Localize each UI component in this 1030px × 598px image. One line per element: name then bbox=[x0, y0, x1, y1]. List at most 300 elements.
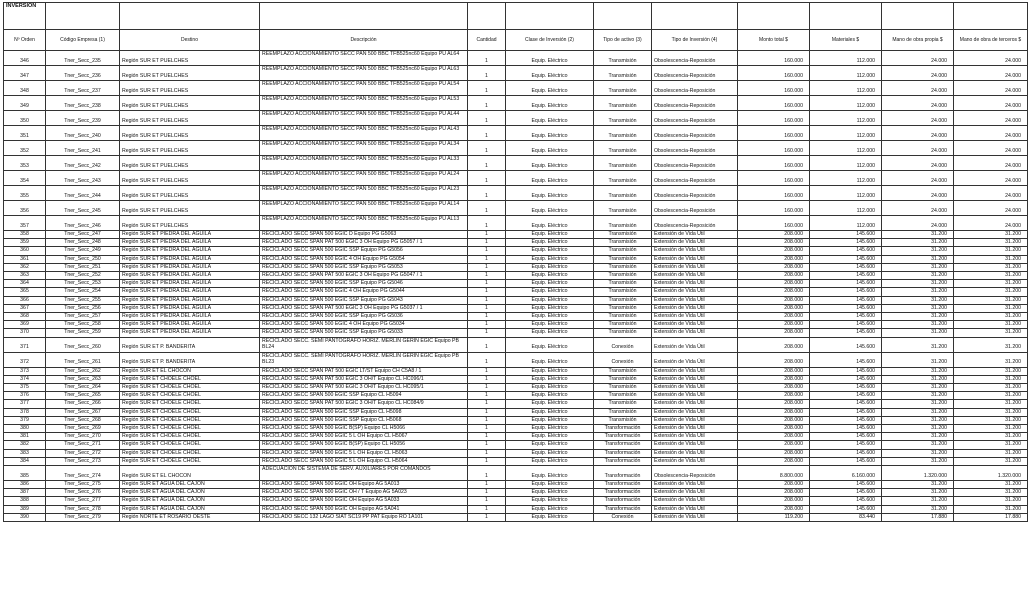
destination-cell: Región SUR ET PIEDRA DEL ÁGUILA bbox=[120, 239, 260, 247]
order-number-cell: 352 bbox=[4, 141, 46, 156]
description-cell: RECICLADO SECC SPAN 500 EGIC 5 L OH Equipo CL H5064 bbox=[260, 457, 468, 465]
investment-class-cell: Equip. Eléctrico bbox=[506, 231, 594, 239]
table-row bbox=[4, 126, 1028, 141]
quantity-cell: 1 bbox=[468, 304, 506, 312]
asset-type-cell: Transmisión bbox=[594, 96, 652, 111]
order-number-cell: 347 bbox=[4, 66, 46, 81]
description-cell: RECICLADO SECC SPAN 500 EGIC SSP Equipo PG G5046 bbox=[260, 280, 468, 288]
materials-cell: 145.600 bbox=[810, 367, 882, 375]
header-cell: Descripción bbox=[260, 30, 468, 51]
own-labor-cell: 31.200 bbox=[882, 489, 954, 497]
quantity-cell: 1 bbox=[468, 384, 506, 392]
asset-type-cell: Transmisión bbox=[594, 66, 652, 81]
investment-type-cell: Extensión de Vida Útil bbox=[652, 457, 738, 465]
third-party-labor-cell: 31.200 bbox=[954, 272, 1028, 280]
destination-cell: Región SUR ET PUELCHES bbox=[120, 201, 260, 216]
description-cell: REEMPLAZO ACCIONAMIENTO SECC PAN 500 BBC TFB525nc60 Equipo PU AL14 bbox=[260, 201, 468, 216]
own-labor-cell: 31.200 bbox=[882, 231, 954, 239]
investment-type-cell: Extensión de Vida Útil bbox=[652, 304, 738, 312]
own-labor-cell: 31.200 bbox=[882, 329, 954, 337]
own-labor-cell: 31.200 bbox=[882, 337, 954, 352]
asset-type-cell: Transmisión bbox=[594, 231, 652, 239]
company-code-cell: Tner_Secc_244 bbox=[46, 186, 120, 201]
investment-type-cell: Obsolescencia-Reposición bbox=[652, 156, 738, 171]
asset-type-cell: Transmisión bbox=[594, 272, 652, 280]
own-labor-cell: 24.000 bbox=[882, 81, 954, 96]
total-amount-cell: 208.000 bbox=[738, 263, 810, 271]
order-number-cell: 350 bbox=[4, 111, 46, 126]
investment-type-cell: Extensión de Vida Útil bbox=[652, 505, 738, 513]
destination-cell: Región SUR ET CHOELE CHOEL bbox=[120, 375, 260, 383]
description-cell: RECICLADO SECC SPAN PAT 500 EGIC 3 OH Equipo PG G5057 / 1 bbox=[260, 239, 468, 247]
total-amount-cell: 160.000 bbox=[738, 186, 810, 201]
destination-cell: Región SUR ET PUELCHES bbox=[120, 111, 260, 126]
materials-cell: 145.600 bbox=[810, 296, 882, 304]
description-cell: RECICLADO SECC SPAN 500 EGIC B(SP) Equipo CL H5066 bbox=[260, 425, 468, 433]
destination-cell: Región SUR ET CHOELE CHOEL bbox=[120, 392, 260, 400]
quantity-cell: 1 bbox=[468, 337, 506, 352]
order-number-cell: 384 bbox=[4, 457, 46, 465]
company-code-cell: Tner_Secc_276 bbox=[46, 489, 120, 497]
third-party-labor-cell: 24.000 bbox=[954, 186, 1028, 201]
company-code-cell: Tner_Secc_266 bbox=[46, 400, 120, 408]
materials-cell: 112.000 bbox=[810, 51, 882, 66]
investment-type-cell: Extensión de Vida Útil bbox=[652, 321, 738, 329]
investment-class-cell: Equip. Eléctrico bbox=[506, 96, 594, 111]
quantity-cell: 1 bbox=[468, 457, 506, 465]
third-party-labor-cell: 31.200 bbox=[954, 425, 1028, 433]
asset-type-cell: Transmisión bbox=[594, 321, 652, 329]
company-code-cell: Tner_Secc_263 bbox=[46, 375, 120, 383]
description-cell: RECICLADO SECC SPAN 500 EGIC SSP Equipo PG G5033 bbox=[260, 329, 468, 337]
destination-cell: Región SUR ET PIEDRA DEL ÁGUILA bbox=[120, 247, 260, 255]
investment-type-cell: Extensión de Vida Útil bbox=[652, 513, 738, 521]
order-number-cell: 358 bbox=[4, 231, 46, 239]
investment-table bbox=[3, 2, 1028, 522]
quantity-cell: 1 bbox=[468, 497, 506, 505]
investment-class-cell: Equip. Eléctrico bbox=[506, 375, 594, 383]
quantity-cell: 1 bbox=[468, 171, 506, 186]
destination-cell: Región SUR ET CHOELE CHOEL bbox=[120, 441, 260, 449]
investment-class-cell: Equip. Eléctrico bbox=[506, 489, 594, 497]
total-amount-cell: 208.000 bbox=[738, 304, 810, 312]
destination-cell: Región SUR ET PUELCHES bbox=[120, 186, 260, 201]
destination-cell: Región SUR ET PIEDRA DEL ÁGUILA bbox=[120, 255, 260, 263]
description-cell: RECICLADO SECC SPAN PAT 500 EGIC 3 OH/T Equipo CL HC096/1 bbox=[260, 375, 468, 383]
company-code-cell: Tner_Secc_239 bbox=[46, 111, 120, 126]
materials-cell: 145.600 bbox=[810, 497, 882, 505]
destination-cell: Región SUR ET PIEDRA DEL ÁGUILA bbox=[120, 272, 260, 280]
header-cell: Materiales $ bbox=[810, 30, 882, 51]
company-code-cell: Tner_Secc_254 bbox=[46, 288, 120, 296]
total-amount-cell: 208.000 bbox=[738, 497, 810, 505]
third-party-labor-cell: 31.200 bbox=[954, 481, 1028, 489]
asset-type-cell: Transmisión bbox=[594, 247, 652, 255]
quantity-cell: 1 bbox=[468, 352, 506, 367]
order-number-cell: 353 bbox=[4, 156, 46, 171]
table-row bbox=[4, 141, 1028, 156]
quantity-cell: 1 bbox=[468, 263, 506, 271]
table-row bbox=[4, 408, 1028, 416]
third-party-labor-cell: 31.200 bbox=[954, 497, 1028, 505]
investment-type-cell: Extensión de Vida Útil bbox=[652, 272, 738, 280]
total-amount-cell: 208.000 bbox=[738, 489, 810, 497]
company-code-cell: Tner_Secc_259 bbox=[46, 329, 120, 337]
investment-class-cell: Equip. Eléctrico bbox=[506, 513, 594, 521]
own-labor-cell: 31.200 bbox=[882, 255, 954, 263]
materials-cell: 145.600 bbox=[810, 247, 882, 255]
destination-cell: Región SUR ET PIEDRA DEL ÁGUILA bbox=[120, 231, 260, 239]
total-amount-cell: 208.000 bbox=[738, 425, 810, 433]
materials-cell: 112.000 bbox=[810, 156, 882, 171]
company-code-cell: Tner_Secc_237 bbox=[46, 81, 120, 96]
total-amount-cell: 208.000 bbox=[738, 337, 810, 352]
description-cell: REEMPLAZO ACCIONAMIENTO SECC PAN 500 BBC TFB525nc60 Equipo PU AL33 bbox=[260, 156, 468, 171]
sheet-title: INVERSIÓN bbox=[4, 3, 46, 30]
header-cell: Tipo de activo (3) bbox=[594, 30, 652, 51]
investment-class-cell: Equip. Eléctrico bbox=[506, 416, 594, 424]
header-cell: Monto total $ bbox=[738, 30, 810, 51]
company-code-cell: Tner_Secc_274 bbox=[46, 466, 120, 481]
third-party-labor-cell: 24.000 bbox=[954, 126, 1028, 141]
quantity-cell: 1 bbox=[468, 81, 506, 96]
materials-cell: 145.600 bbox=[810, 408, 882, 416]
table-row bbox=[4, 400, 1028, 408]
total-amount-cell: 208.000 bbox=[738, 384, 810, 392]
table-row bbox=[4, 466, 1028, 481]
company-code-cell: Tner_Secc_236 bbox=[46, 66, 120, 81]
table-row bbox=[4, 489, 1028, 497]
quantity-cell: 1 bbox=[468, 51, 506, 66]
quantity-cell: 1 bbox=[468, 441, 506, 449]
asset-type-cell: Transformación bbox=[594, 449, 652, 457]
asset-type-cell: Transmisión bbox=[594, 375, 652, 383]
asset-type-cell: Transmisión bbox=[594, 186, 652, 201]
company-code-cell: Tner_Secc_265 bbox=[46, 392, 120, 400]
own-labor-cell: 24.000 bbox=[882, 111, 954, 126]
description-cell: RECICLADO SECC SPAN 500 EGIC 4 OH Equipo PG G5044 bbox=[260, 288, 468, 296]
description-cell: RECICLADO SECC SPAN PAT 500 EGIC 3 OH Equipo PG G5047 / 1 bbox=[260, 272, 468, 280]
company-code-cell: Tner_Secc_271 bbox=[46, 441, 120, 449]
investment-type-cell: Extensión de Vida Útil bbox=[652, 255, 738, 263]
company-code-cell: Tner_Secc_268 bbox=[46, 416, 120, 424]
investment-class-cell: Equip. Eléctrico bbox=[506, 441, 594, 449]
order-number-cell: 355 bbox=[4, 186, 46, 201]
total-amount-cell: 208.000 bbox=[738, 433, 810, 441]
third-party-labor-cell: 1.320.000 bbox=[954, 466, 1028, 481]
total-amount-cell: 208.000 bbox=[738, 505, 810, 513]
description-cell: REEMPLAZO ACCIONAMIENTO SECC PAN 500 BBC TFB525nc60 Equipo PU AL34 bbox=[260, 141, 468, 156]
asset-type-cell: Transmisión bbox=[594, 141, 652, 156]
table-row bbox=[4, 239, 1028, 247]
materials-cell: 145.600 bbox=[810, 384, 882, 392]
investment-type-cell: Obsolescencia-Reposición bbox=[652, 171, 738, 186]
company-code-cell: Tner_Secc_257 bbox=[46, 313, 120, 321]
quantity-cell: 1 bbox=[468, 296, 506, 304]
asset-type-cell: Transmisión bbox=[594, 288, 652, 296]
destination-cell: Región SUR ET PUELCHES bbox=[120, 66, 260, 81]
own-labor-cell: 31.200 bbox=[882, 375, 954, 383]
materials-cell: 145.600 bbox=[810, 239, 882, 247]
table-row bbox=[4, 171, 1028, 186]
asset-type-cell: Transformación bbox=[594, 425, 652, 433]
description-cell: REEMPLAZO ACCIONAMIENTO SECC PAN 500 BBC TFB525nc60 Equipo PU AL43 bbox=[260, 126, 468, 141]
description-cell: RECICLADO SECC SPAN 500 EGIC SSP Equipo PG G5056 bbox=[260, 247, 468, 255]
table-row bbox=[4, 352, 1028, 367]
company-code-cell: Tner_Secc_258 bbox=[46, 321, 120, 329]
third-party-labor-cell: 31.200 bbox=[954, 441, 1028, 449]
own-labor-cell: 31.200 bbox=[882, 384, 954, 392]
quantity-cell: 1 bbox=[468, 392, 506, 400]
order-number-cell: 378 bbox=[4, 408, 46, 416]
third-party-labor-cell: 31.200 bbox=[954, 457, 1028, 465]
investment-class-cell: Equip. Eléctrico bbox=[506, 497, 594, 505]
total-amount-cell: 208.000 bbox=[738, 329, 810, 337]
materials-cell: 145.600 bbox=[810, 304, 882, 312]
investment-type-cell: Obsolescencia-Reposición bbox=[652, 186, 738, 201]
description-cell: RECICLADO SECC SPAN PAT 500 EGIC 3 OH/T Equipo CL HC084/9 bbox=[260, 400, 468, 408]
investment-type-cell: Extensión de Vida Útil bbox=[652, 449, 738, 457]
third-party-labor-cell: 31.200 bbox=[954, 489, 1028, 497]
description-cell: RECICLADO SECC SPAN PAT 500 EGIC 3 OH Equipo PG G5037 / 1 bbox=[260, 304, 468, 312]
company-code-cell: Tner_Secc_261 bbox=[46, 352, 120, 367]
materials-cell: 112.000 bbox=[810, 96, 882, 111]
header-cell: Clase de Inversión (2) bbox=[506, 30, 594, 51]
investment-class-cell: Equip. Eléctrico bbox=[506, 272, 594, 280]
destination-cell: Región SUR ET AGUA DEL CAJON bbox=[120, 481, 260, 489]
order-number-cell: 349 bbox=[4, 96, 46, 111]
company-code-cell: Tner_Secc_245 bbox=[46, 201, 120, 216]
destination-cell: Región SUR ET CHOELE CHOEL bbox=[120, 384, 260, 392]
description-cell: RECICLADO SECC 132 LAGO SIAT SC19 PP PAT Equipo RO 1A101 bbox=[260, 513, 468, 521]
destination-cell: Región SUR ET EL CHOCON bbox=[120, 367, 260, 375]
third-party-labor-cell: 31.200 bbox=[954, 400, 1028, 408]
company-code-cell: Tner_Secc_235 bbox=[46, 51, 120, 66]
total-amount-cell: 208.000 bbox=[738, 247, 810, 255]
third-party-labor-cell: 24.000 bbox=[954, 111, 1028, 126]
materials-cell: 145.600 bbox=[810, 352, 882, 367]
destination-cell: Región SUR ET PIEDRA DEL ÁGUILA bbox=[120, 321, 260, 329]
investment-type-cell: Extensión de Vida Útil bbox=[652, 367, 738, 375]
third-party-labor-cell: 31.200 bbox=[954, 416, 1028, 424]
header-cell: Nº Orden bbox=[4, 30, 46, 51]
total-amount-cell: 208.000 bbox=[738, 272, 810, 280]
order-number-cell: 365 bbox=[4, 288, 46, 296]
investment-class-cell: Equip. Eléctrico bbox=[506, 247, 594, 255]
investment-class-cell: Equip. Eléctrico bbox=[506, 425, 594, 433]
asset-type-cell: Transmisión bbox=[594, 400, 652, 408]
quantity-cell: 1 bbox=[468, 288, 506, 296]
materials-cell: 145.600 bbox=[810, 505, 882, 513]
quantity-cell: 1 bbox=[468, 186, 506, 201]
quantity-cell: 1 bbox=[468, 111, 506, 126]
investment-class-cell: Equip. Eléctrico bbox=[506, 466, 594, 481]
description-cell: REEMPLAZO ACCIONAMIENTO SECC PAN 500 BBC TFB525nc60 Equipo PU AL44 bbox=[260, 111, 468, 126]
total-amount-cell: 208.000 bbox=[738, 239, 810, 247]
header-cell: Código Empresa (1) bbox=[46, 30, 120, 51]
asset-type-cell: Transmisión bbox=[594, 392, 652, 400]
third-party-labor-cell: 24.000 bbox=[954, 141, 1028, 156]
quantity-cell: 1 bbox=[468, 231, 506, 239]
asset-type-cell: Transmisión bbox=[594, 201, 652, 216]
own-labor-cell: 31.200 bbox=[882, 408, 954, 416]
asset-type-cell: Transmisión bbox=[594, 171, 652, 186]
quantity-cell: 1 bbox=[468, 66, 506, 81]
own-labor-cell: 1.320.000 bbox=[882, 466, 954, 481]
investment-type-cell: Extensión de Vida Útil bbox=[652, 247, 738, 255]
order-number-cell: 387 bbox=[4, 489, 46, 497]
third-party-labor-cell: 31.200 bbox=[954, 329, 1028, 337]
own-labor-cell: 24.000 bbox=[882, 186, 954, 201]
investment-class-cell: Equip. Eléctrico bbox=[506, 280, 594, 288]
order-number-cell: 379 bbox=[4, 416, 46, 424]
materials-cell: 145.600 bbox=[810, 481, 882, 489]
own-labor-cell: 31.200 bbox=[882, 367, 954, 375]
investment-class-cell: Equip. Eléctrico bbox=[506, 352, 594, 367]
company-code-cell: Tner_Secc_270 bbox=[46, 433, 120, 441]
order-number-cell: 348 bbox=[4, 81, 46, 96]
description-cell: RECICLADO SECC SPAN 500 EGIC SSP Equipo CL H5068 bbox=[260, 416, 468, 424]
order-number-cell: 372 bbox=[4, 352, 46, 367]
investment-type-cell: Extensión de Vida Útil bbox=[652, 425, 738, 433]
asset-type-cell: Transformación bbox=[594, 497, 652, 505]
own-labor-cell: 31.200 bbox=[882, 433, 954, 441]
table-row bbox=[4, 280, 1028, 288]
total-amount-cell: 160.000 bbox=[738, 66, 810, 81]
quantity-cell: 1 bbox=[468, 280, 506, 288]
own-labor-cell: 31.200 bbox=[882, 449, 954, 457]
destination-cell: Región SUR ET PUELCHES bbox=[120, 81, 260, 96]
materials-cell: 145.600 bbox=[810, 313, 882, 321]
own-labor-cell: 31.200 bbox=[882, 239, 954, 247]
third-party-labor-cell: 31.200 bbox=[954, 449, 1028, 457]
destination-cell: Región SUR ET PUELCHES bbox=[120, 51, 260, 66]
own-labor-cell: 31.200 bbox=[882, 272, 954, 280]
investment-type-cell: Obsolescencia-Reposición bbox=[652, 216, 738, 231]
own-labor-cell: 31.200 bbox=[882, 481, 954, 489]
table-row bbox=[4, 156, 1028, 171]
table-row bbox=[4, 216, 1028, 231]
third-party-labor-cell: 24.000 bbox=[954, 156, 1028, 171]
company-code-cell: Tner_Secc_241 bbox=[46, 141, 120, 156]
order-number-cell: 361 bbox=[4, 255, 46, 263]
own-labor-cell: 24.000 bbox=[882, 216, 954, 231]
table-row bbox=[4, 247, 1028, 255]
destination-cell: Región SUR ET CHOELE CHOEL bbox=[120, 433, 260, 441]
destination-cell: Región SUR ET CHOELE CHOEL bbox=[120, 416, 260, 424]
total-amount-cell: 208.000 bbox=[738, 255, 810, 263]
own-labor-cell: 24.000 bbox=[882, 66, 954, 81]
asset-type-cell: Transmisión bbox=[594, 329, 652, 337]
table-row bbox=[4, 81, 1028, 96]
third-party-labor-cell: 24.000 bbox=[954, 81, 1028, 96]
company-code-cell: Tner_Secc_267 bbox=[46, 408, 120, 416]
investment-type-cell: Extensión de Vida Útil bbox=[652, 329, 738, 337]
total-amount-cell: 208.000 bbox=[738, 457, 810, 465]
quantity-cell: 1 bbox=[468, 201, 506, 216]
investment-class-cell: Equip. Eléctrico bbox=[506, 186, 594, 201]
destination-cell: Región SUR ET CHOELE CHOEL bbox=[120, 449, 260, 457]
order-number-cell: 359 bbox=[4, 239, 46, 247]
asset-type-cell: Transmisión bbox=[594, 239, 652, 247]
header-cell: Tipo de Inversión (4) bbox=[652, 30, 738, 51]
investment-class-cell: Equip. Eléctrico bbox=[506, 457, 594, 465]
investment-type-cell: Extensión de Vida Útil bbox=[652, 231, 738, 239]
third-party-labor-cell: 31.200 bbox=[954, 247, 1028, 255]
materials-cell: 145.600 bbox=[810, 489, 882, 497]
materials-cell: 112.000 bbox=[810, 126, 882, 141]
order-number-cell: 374 bbox=[4, 375, 46, 383]
table-row bbox=[4, 481, 1028, 489]
order-number-cell: 375 bbox=[4, 384, 46, 392]
investment-type-cell: Obsolescencia-Reposición bbox=[652, 466, 738, 481]
description-cell: RECICLADO SECC SPAN 500 EGIC 4 OH Equipo PG G5054 bbox=[260, 255, 468, 263]
materials-cell: 145.600 bbox=[810, 449, 882, 457]
order-number-cell: 351 bbox=[4, 126, 46, 141]
total-amount-cell: 160.000 bbox=[738, 81, 810, 96]
investment-type-cell: Obsolescencia-Reposición bbox=[652, 126, 738, 141]
destination-cell: Región SUR ET EL CHOCON bbox=[120, 466, 260, 481]
investment-class-cell: Equip. Eléctrico bbox=[506, 337, 594, 352]
materials-cell: 6.160.000 bbox=[810, 466, 882, 481]
total-amount-cell: 208.000 bbox=[738, 280, 810, 288]
asset-type-cell: Conexión bbox=[594, 513, 652, 521]
materials-cell: 145.600 bbox=[810, 416, 882, 424]
quantity-cell: 1 bbox=[468, 449, 506, 457]
investment-type-cell: Obsolescencia-Reposición bbox=[652, 141, 738, 156]
third-party-labor-cell: 31.200 bbox=[954, 433, 1028, 441]
investment-class-cell: Equip. Eléctrico bbox=[506, 449, 594, 457]
destination-cell: Región SUR ET PIEDRA DEL ÁGUILA bbox=[120, 313, 260, 321]
own-labor-cell: 31.200 bbox=[882, 392, 954, 400]
description-cell: REEMPLAZO ACCIONAMIENTO SECC PAN 500 BBC TFB525nc60 Equipo PU AL54 bbox=[260, 81, 468, 96]
order-number-cell: 383 bbox=[4, 449, 46, 457]
materials-cell: 112.000 bbox=[810, 171, 882, 186]
total-amount-cell: 208.000 bbox=[738, 441, 810, 449]
investment-class-cell: Equip. Eléctrico bbox=[506, 384, 594, 392]
company-code-cell: Tner_Secc_275 bbox=[46, 481, 120, 489]
investment-type-cell: Extensión de Vida Útil bbox=[652, 408, 738, 416]
table-row bbox=[4, 384, 1028, 392]
quantity-cell: 1 bbox=[468, 400, 506, 408]
destination-cell: Región SUR ET AGUA DEL CAJON bbox=[120, 497, 260, 505]
quantity-cell: 1 bbox=[468, 375, 506, 383]
third-party-labor-cell: 31.200 bbox=[954, 239, 1028, 247]
quantity-cell: 1 bbox=[468, 141, 506, 156]
company-code-cell: Tner_Secc_255 bbox=[46, 296, 120, 304]
investment-class-cell: Equip. Eléctrico bbox=[506, 239, 594, 247]
quantity-cell: 1 bbox=[468, 313, 506, 321]
table-row bbox=[4, 313, 1028, 321]
destination-cell: Región SUR ET PUELCHES bbox=[120, 156, 260, 171]
materials-cell: 145.600 bbox=[810, 337, 882, 352]
quantity-cell: 1 bbox=[468, 272, 506, 280]
quantity-cell: 1 bbox=[468, 433, 506, 441]
destination-cell: Región SUR ET AGUA DEL CAJON bbox=[120, 505, 260, 513]
asset-type-cell: Transmisión bbox=[594, 313, 652, 321]
investment-type-cell: Extensión de Vida Útil bbox=[652, 288, 738, 296]
description-cell: REEMPLAZO ACCIONAMIENTO SECC PAN 500 BBC TFB525nc60 Equipo PU AL53 bbox=[260, 96, 468, 111]
description-cell: RECICLADO SECC SPAN 500 EGIC OH Equipo AG 5A033 bbox=[260, 497, 468, 505]
own-labor-cell: 24.000 bbox=[882, 126, 954, 141]
asset-type-cell: Transmisión bbox=[594, 263, 652, 271]
total-amount-cell: 160.000 bbox=[738, 156, 810, 171]
quantity-cell: 1 bbox=[468, 247, 506, 255]
third-party-labor-cell: 24.000 bbox=[954, 66, 1028, 81]
asset-type-cell: Transmisión bbox=[594, 111, 652, 126]
table-row bbox=[4, 375, 1028, 383]
order-number-cell: 377 bbox=[4, 400, 46, 408]
